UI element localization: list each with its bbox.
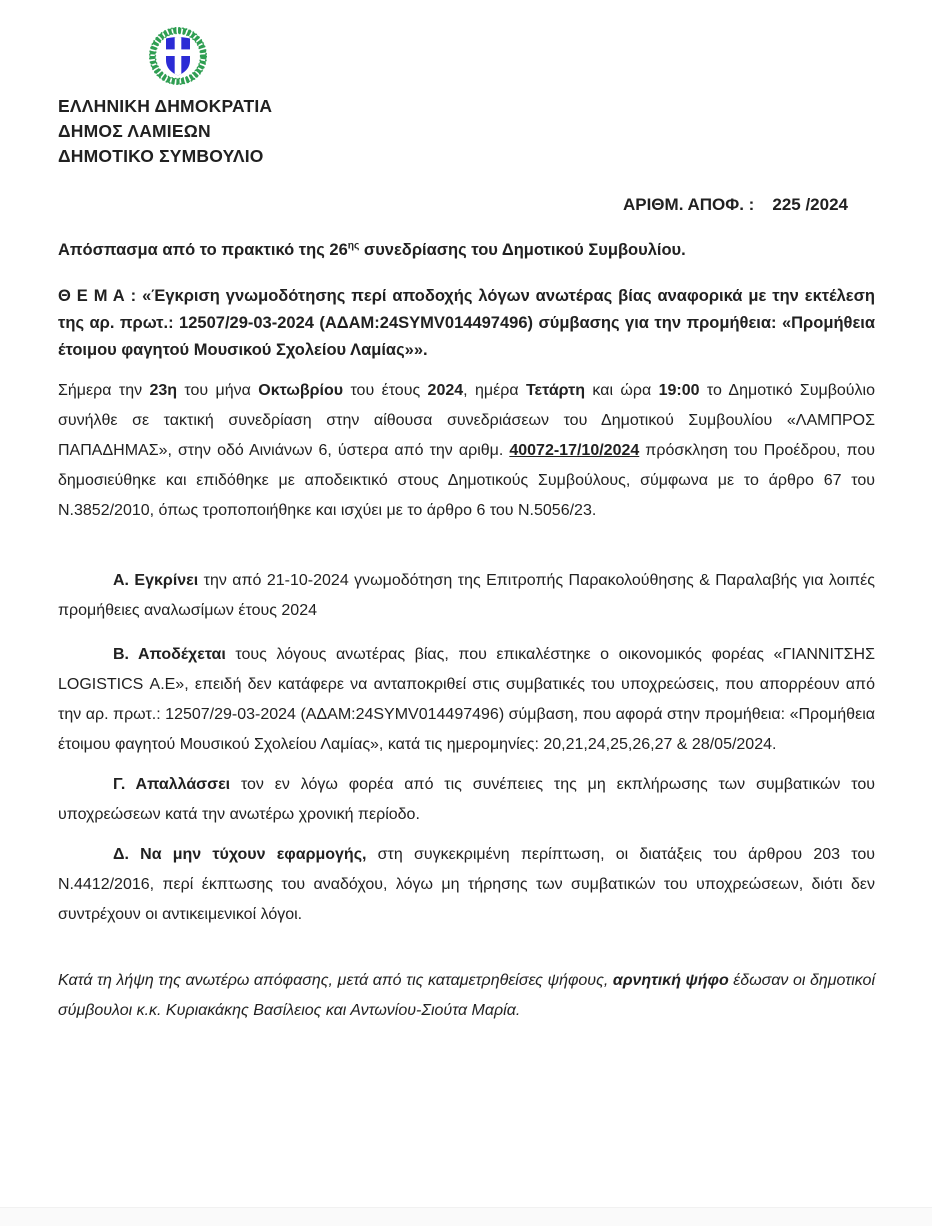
header-line-municipality: ΔΗΜΟΣ ΛΑΜΙΕΩΝ — [58, 121, 211, 141]
decision-number-line — [58, 195, 875, 215]
excerpt-line: Απόσπασμα από το πρακτικό της $26^{\eta\varsigma}$ συνεδρίασης του Δημοτικού Συμβουλίου. — [58, 240, 686, 259]
page-edge-strip — [0, 1207, 932, 1226]
decision-item-b: Β. Αποδέχεται τους λόγους ανωτέρας βίας, που επικαλέστηκε ο οικονομικός φορέας «ΓΙΑΝΝΙΤΣΗΣ LOGISTICS Α.Ε», επειδή δεν κατάφερε να ανταποκριθεί στις συμβατικές του υποχρεώσεις, που απορρέουν από την αρ. πρωτ.: 12507/29-03-2024 (ΑΔΑΜ:24SYMV014497496) σύμβαση, που αφορά στην προμήθεια: «Προμήθεια έτοιμου φαγητού Μουσικού Σχολείου Λαμίας», κατά τις ημερομηνίες: 20,21,24,25,26,27 & 28/05/2024. — [58, 646, 875, 753]
decision-item-c: Γ. Απαλλάσσει τον εν λόγω φορέα από τις συνέπειες της μη εκπλήρωσης των συμβατικών του υποχρεώσεων κατά την ανωτέρω χρονική περίοδο. — [58, 776, 875, 823]
header-line-council: ΔΗΜΟΤΙΚΟ ΣΥΜΒΟΥΛΙΟ — [58, 146, 264, 166]
closing-votes-paragraph: Κατά τη λήψη της ανωτέρω απόφασης, μετά από τις καταμετρηθείσες ψήφους, αρνητική ψήφο έδωσαν οι δημοτικοί σύμβουλοι κ.κ. Κυριακάκης Βασίλειος και Αντωνίου-Σιούτα Μαρία. — [58, 972, 875, 1019]
subject-paragraph: Θ Ε Μ Α : «Έγκριση γνωμοδότησης περί αποδοχής λόγων ανωτέρας βίας αναφορικά με την εκτέλεση της αρ. πρωτ.: 12507/29-03-2024 (ΑΔΑΜ:24SYMV014497496) σύμβασης για την προμήθεια: «Προμήθεια έτοιμου φαγητού Μουσικού Σχολείου Λαμίας»». — [58, 287, 875, 359]
decision-number-value: 225 /2024 — [772, 195, 848, 214]
header-line-republic: ΕΛΛΗΝΙΚΗ ΔΗΜΟΚΡΑΤΙΑ — [58, 96, 273, 116]
meeting-paragraph: Σήμερα την 23η του μήνα Οκτωβρίου του έτους 2024, ημέρα Τετάρτη και ώρα 19:00 το Δημοτικό Συμβούλιο συνήλθε σε τακτική συνεδρίαση στην αίθουσα συνεδριάσεων του Δημοτικού Συμβουλίου «ΛΑΜΠΡΟΣ ΠΑΠΑΔΗΜΑΣ», στην οδό Αινιάνων 6, ύστερα από την αριθμ. 40072-17/10/2024 πρόσκληση του Προέδρου, που δημοσιεύθηκε και επιδόθηκε με αποδεικτικό στους Δημοτικούς Συμβούλους, σύμφωνα με το άρθρο 67 του Ν.3852/2010, όπως τροποποιήθηκε και ισχύει με το άρθρο 6 του Ν.5056/23. — [58, 382, 876, 519]
issuing-authority-header — [58, 94, 875, 169]
decision-item-d: Δ. Να μην τύχουν εφαρμογής, στη συγκεκριμένη περίπτωση, οι διατάξεις του άρθρου 203 του Ν.4412/2016, περί έκπτωσης του αναδόχου, λόγω μη τήρησης των συμβατικών του υποχρεώσεων, διότι δεν συντρέχουν οι αντικειμενικοί λόγοι. — [58, 846, 876, 923]
greek-emblem-icon — [148, 26, 208, 86]
decision-item-a: Α. Εγκρίνει την από 21-10-2024 γνωμοδότηση της Επιτροπής Παρακολούθησης & Παραλαβής για λοιπές προμήθειες αναλωσίμων έτους 2024 — [58, 572, 875, 619]
decision-document-page — [0, 26, 932, 1026]
decision-number-label: ΑΡΙΘΜ. ΑΠΟΦ. : — [622, 195, 755, 214]
